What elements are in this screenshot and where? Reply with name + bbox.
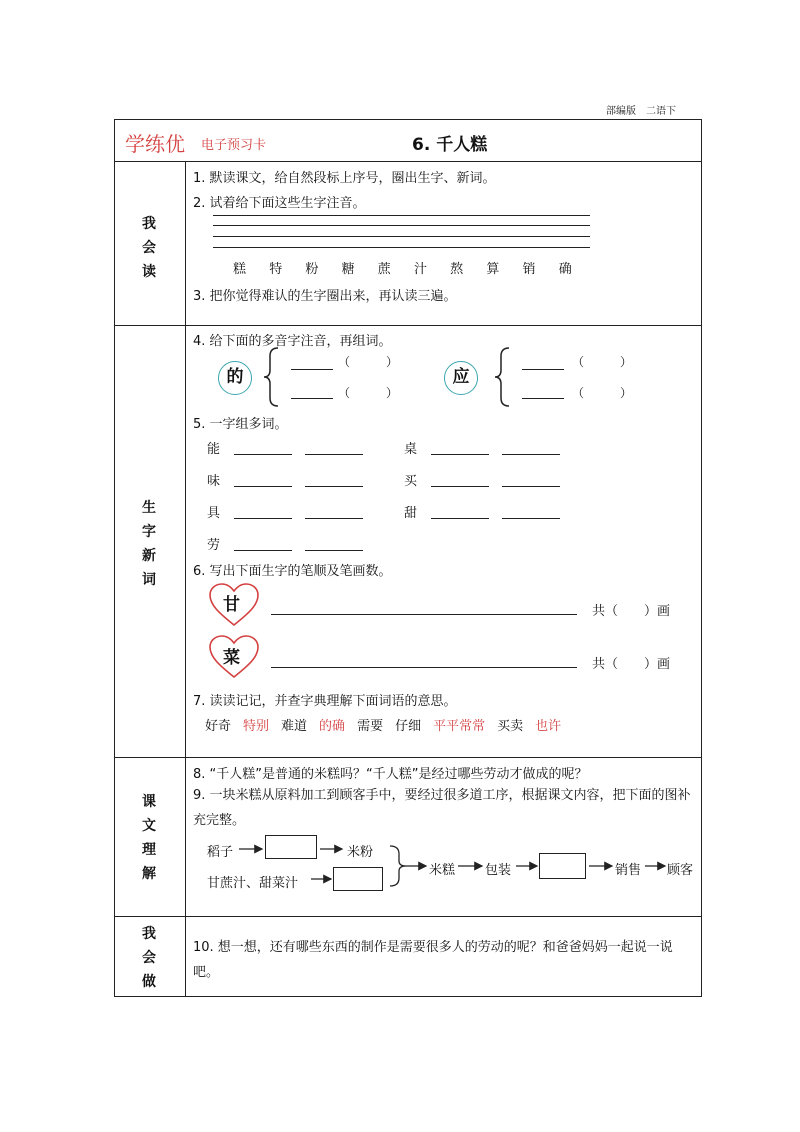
q5-char: 桌 [404,442,418,457]
card-subtitle: 电子预习卡 [201,138,267,153]
row-divider [114,325,702,326]
q2-char: 粉 [305,262,319,277]
answer-blank[interactable] [431,518,489,519]
answer-blank[interactable] [522,369,564,370]
q7-word: 仔细 [395,719,422,734]
question-5: 5. 一字组多词。 [193,417,288,432]
q5-char: 能 [207,442,221,457]
q2-char: 糕 [233,262,247,277]
answer-blank[interactable] [305,518,363,519]
row-divider [114,916,702,917]
q7-word: 需要 [357,719,384,734]
brace-icon [262,346,282,408]
polyphone-char-circle: 的 [218,361,252,395]
pinyin-line[interactable] [213,247,590,248]
flow-rice-flour: 米粉 [347,845,374,860]
answer-blank[interactable] [502,486,560,487]
q2-char: 销 [522,262,536,277]
answer-blank[interactable] [502,518,560,519]
answer-blank[interactable] [291,398,333,399]
flow-rice: 稻子 [207,845,234,860]
stroke-order-blank[interactable] [271,614,577,615]
pinyin-line[interactable] [213,225,590,226]
stroke-count[interactable]: 共（ ）画 [592,657,671,672]
question-1: 1. 默读课文，给自然段标上序号，圈出生字、新词。 [193,171,496,186]
q2-char: 算 [486,262,500,277]
answer-blank[interactable] [234,486,292,487]
pinyin-paren[interactable]: （ ） [338,355,399,369]
q5-char: 甜 [404,506,418,521]
q2-char: 糖 [341,262,355,277]
q5-char: 买 [404,474,418,489]
question-3: 3. 把你觉得难认的生字圈出来，再认读三遍。 [193,289,457,304]
section-label-words: 生 字 新 词 [142,500,156,588]
stroke-count[interactable]: 共（ ）画 [592,604,671,619]
q7-word: 特别 [243,719,270,734]
brace-icon [493,346,513,408]
pinyin-paren[interactable]: （ ） [572,355,633,369]
answer-blank[interactable] [305,486,363,487]
flow-packaging: 包装 [485,863,512,878]
q7-word: 好奇 [205,719,232,734]
q2-char: 蔗 [377,262,391,277]
answer-blank[interactable] [291,369,333,370]
q2-char: 熬 [450,262,464,277]
lesson-title: 6. 千人糕 [412,135,488,155]
q7-word: 买卖 [497,719,524,734]
pinyin-line[interactable] [213,215,590,216]
q2-char: 汁 [413,262,427,277]
q7-word: 难道 [281,719,308,734]
section-label-do: 我 会 做 [142,926,156,990]
flow-customer: 顾客 [667,863,694,878]
row-divider [114,757,702,758]
pinyin-paren[interactable]: （ ） [572,386,633,400]
answer-blank[interactable] [305,454,363,455]
q5-char: 味 [207,474,221,489]
flow-sales: 销售 [615,863,642,878]
q5-char: 劳 [207,538,221,553]
question-4: 4. 给下面的多音字注音，再组词。 [193,334,392,349]
polyphone-char-circle: 应 [444,361,478,395]
answer-blank[interactable] [234,550,292,551]
question-7: 7. 读读记记，并查字典理解下面词语的意思。 [193,694,457,709]
q7-word: 的确 [319,719,346,734]
question-10: 10. 想一想，还有哪些东西的制作是需要很多人的劳动的呢？和爸爸妈妈一起说一说吧。 [193,940,673,980]
answer-blank[interactable] [502,454,560,455]
answer-blank[interactable] [431,454,489,455]
answer-blank[interactable] [431,486,489,487]
q2-char: 确 [558,262,572,277]
question-9: 9. 一块米糕从原料加工到顾客手中，要经过很多道工序，根据课文内容，把下面的图补充完整。 [193,788,691,828]
pinyin-line[interactable] [213,236,590,237]
answer-blank[interactable] [305,550,363,551]
q2-char: 特 [269,262,283,277]
flow-arrows-icon [114,820,702,910]
question-6: 6. 写出下面生字的笔顺及笔画数。 [193,564,392,579]
q7-word-list [205,715,573,734]
question-2: 2. 试着给下面这些生字注音。 [193,196,366,211]
answer-blank[interactable] [234,454,292,455]
section-label-understand: 课 文 理 解 [142,794,156,882]
stroke-char: 甘 [223,595,240,615]
q7-word: 平平常常 [433,719,486,734]
pinyin-paren[interactable]: （ ） [338,386,399,400]
flow-rice-cake: 米糕 [429,863,456,878]
answer-blank[interactable] [234,518,292,519]
q7-word: 也许 [535,719,562,734]
question-8: 8. “千人糕”是普通的米糕吗？“千人糕”是经过哪些劳动才做成的呢？ [193,767,588,782]
answer-blank[interactable] [522,398,564,399]
stroke-order-blank[interactable] [271,667,577,668]
row-divider [114,161,702,162]
edition-label: 部编版 二语下 [606,106,676,117]
section-label-read: 我 会 读 [142,216,156,280]
flow-sugar-juice: 甘蔗汁、甜菜汁 [207,876,299,891]
q5-char: 具 [207,506,221,521]
q2-char-row [233,258,595,277]
brand-name: 学练优 [125,132,185,156]
stroke-char: 菜 [223,648,240,668]
